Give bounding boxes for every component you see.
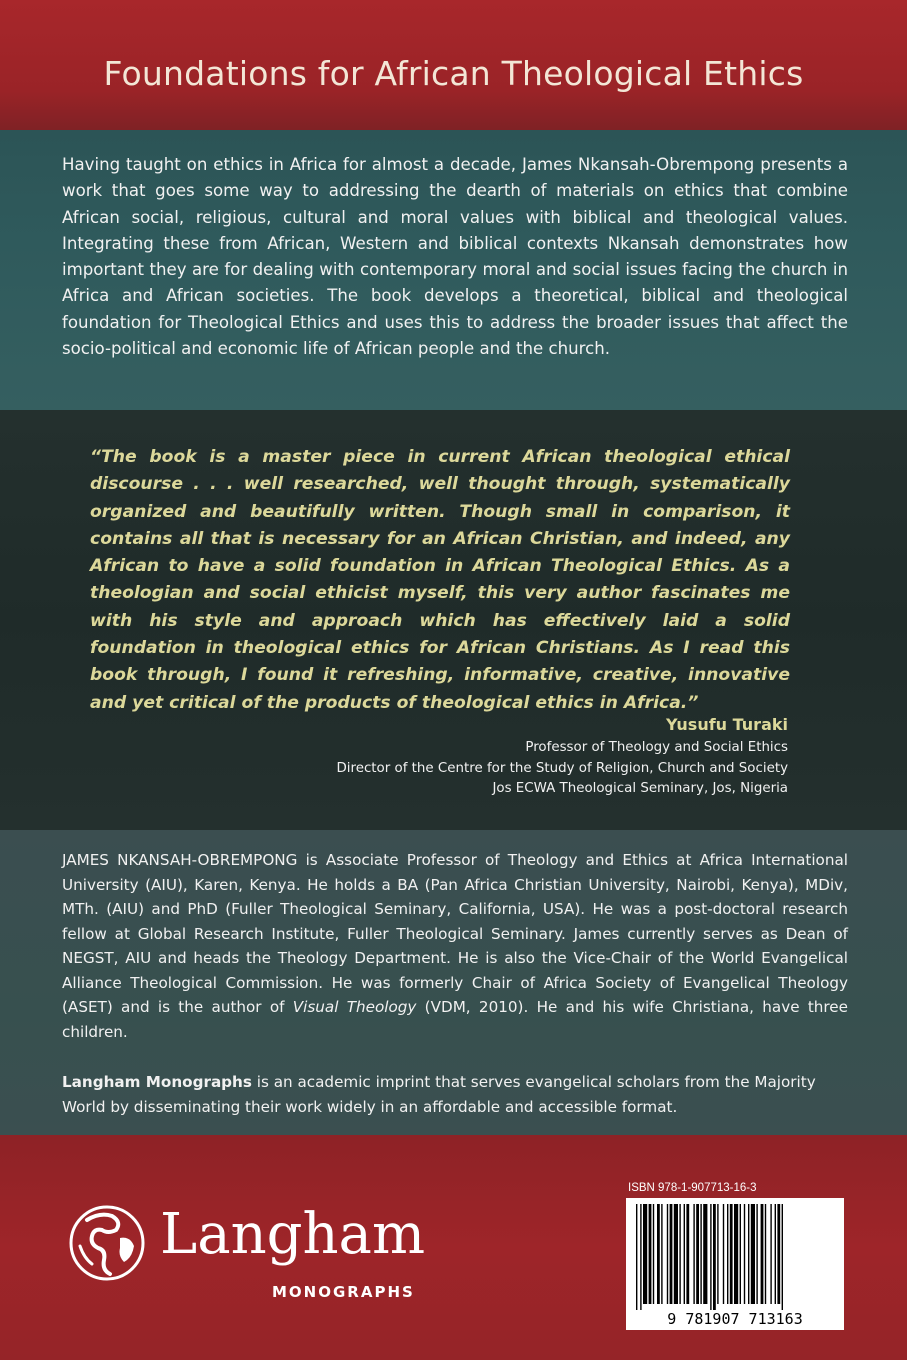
barcode-bar [667, 1204, 668, 1304]
barcode-bar [640, 1204, 641, 1310]
barcode-bar [713, 1204, 716, 1310]
barcode-bar [657, 1204, 660, 1304]
author-bio-text-end: (VDM, 2010). He and his wife Christiana, have three children. [62, 998, 848, 1041]
barcode-bar [748, 1204, 749, 1304]
publisher-logo-sub: MONOGRAPHS [272, 1283, 415, 1301]
barcode-bar [717, 1204, 718, 1304]
barcode-bar [686, 1204, 689, 1304]
isbn-digits: 9 781907 713163 [667, 1310, 803, 1328]
barcode-bar [782, 1204, 783, 1310]
author-bio-text: JAMES NKANSAH-OBREMPONG is Associate Professor of Theology and Ethics at Africa International University (AIU), Karen, Kenya. He holds a BA (Pan Africa Christian University, Nairobi, Kenya), MDiv, MTh. (AIU) and PhD (Fuller Theological Seminary, California, USA). He was a post-doctoral research fellow at Global Research Institute, Fuller Theological Seminary. James currently serves as Dean of NEGST, AIU and heads the Theology Department. He is also the Vice-Chair of the World Evangelical Alliance Theological Commission. He was formerly Chair of Africa Society of Evangelical Theology (ASET) and is the author of [62, 851, 848, 1016]
imprint-description: is an academic imprint that serves evangelical scholars from the Majority World by disseminating their work widely in an affordable and accessible format. [62, 1073, 816, 1116]
barcode-bar [727, 1204, 728, 1304]
barcode-bar [693, 1204, 694, 1304]
barcode-bar [700, 1204, 701, 1304]
barcode-bar [661, 1204, 662, 1304]
barcode-bar [674, 1204, 678, 1304]
isbn-label: ISBN 978-1-907713-16-3 [628, 1182, 757, 1194]
author-book-title: Visual Theology [292, 998, 417, 1016]
isbn-barcode [626, 1198, 844, 1330]
endorsement-quote: “The book is a master piece in current African theological ethical discourse . . . well researched, well thought through, systematically organized and beautifully written. Though small in comparison, it contains all that is necessary for an African Christian, and indeed, any African to have a solid foundation in African Theological Ethics. As a theologian and social ethicist myself, this very author fascinates me with his style and approach which has effectively laid a solid foundation in theological ethics for African Christians. As I read this book through, I found it refreshing, informative, creative, innovative and yet critical of the products of theological ethics in Africa.” [90, 447, 790, 713]
barcode-bar [723, 1204, 724, 1304]
endorser-name: Yusufu Turaki [665, 715, 788, 734]
barcode-bar [765, 1204, 766, 1304]
barcode-bar [744, 1204, 745, 1304]
barcode-bar [679, 1204, 680, 1304]
barcode-bar [710, 1204, 711, 1310]
barcode-bar [649, 1204, 652, 1304]
barcode-bar [670, 1204, 673, 1304]
endorsement-attribution [336, 712, 788, 800]
endorser-title-2: Director of the Centre for the Study of Religion, Church and Society [336, 760, 788, 776]
barcode-bar [761, 1204, 764, 1304]
endorser-title-1: Professor of Theology and Social Ethics [525, 740, 788, 755]
author-bio [62, 848, 848, 1044]
barcode-bar [643, 1204, 647, 1304]
barcode-bar [751, 1204, 755, 1304]
imprint-note [62, 1070, 822, 1119]
barcode-bar [730, 1204, 733, 1304]
barcode-bar [696, 1204, 699, 1304]
barcode-bar [636, 1204, 637, 1310]
barcode-bar [740, 1204, 741, 1304]
barcode-bar [734, 1204, 738, 1304]
book-description: Having taught on ethics in Africa for almost a decade, James Nkansah-Obrempong presents a work that goes some way to addressing the dearth of materials on ethics that combine African social, religious, cultural and moral values with biblical and theological values. Integrating these from African, Western and biblical contexts Nkansah demonstrates how important they are for dealing with contemporary moral and social issues facing the church in Africa and African societies. The book develops a theoretical, biblical and theological foundation for Theological Ethics and uses this to address the broader issues that affect the socio-political and economic life of African people and the church. [62, 155, 848, 359]
barcode-bar [756, 1204, 757, 1304]
endorser-title-3: Jos ECWA Theological Seminary, Jos, Nigeria [492, 781, 788, 796]
book-title: Foundations for African Theological Ethics [103, 54, 804, 93]
barcode-bar [777, 1204, 780, 1304]
globe-icon [62, 1198, 152, 1288]
barcode-bar [770, 1204, 771, 1304]
barcode-bar [775, 1204, 776, 1304]
imprint-name: Langham Monographs [62, 1073, 252, 1091]
barcode-bar [703, 1204, 707, 1304]
barcode-bar [653, 1204, 654, 1304]
barcode-bar [684, 1204, 685, 1304]
publisher-logo-name: Langham [160, 1202, 426, 1267]
